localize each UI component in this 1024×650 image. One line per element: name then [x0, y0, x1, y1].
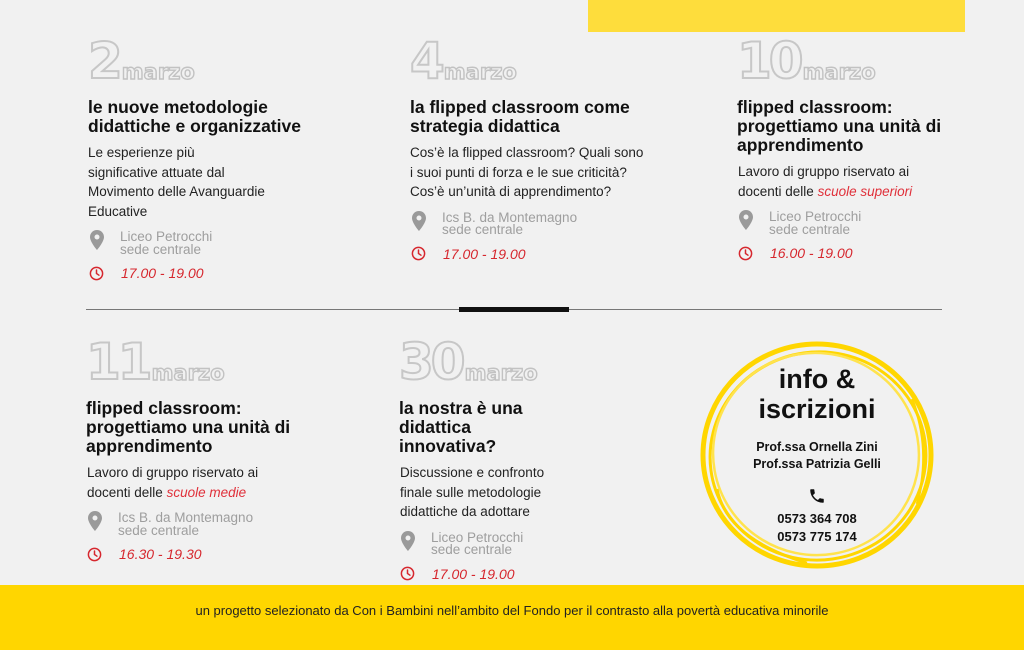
info-title: info & iscrizioni [758, 364, 876, 424]
highlight-text: scuole superiori [817, 183, 913, 199]
phone-number[interactable]: 0573 775 174 [777, 529, 857, 544]
event-time [410, 246, 680, 262]
event-description [87, 463, 287, 502]
event-location [399, 529, 639, 557]
phone-number[interactable]: 0573 364 708 [777, 511, 857, 526]
event-title: flipped classroom: progettiamo una unità di apprendimento [86, 398, 291, 456]
location-name: Liceo Petrocchi [431, 529, 524, 545]
event-month: marzo [464, 361, 538, 385]
clock-icon [87, 547, 102, 562]
event-description [410, 143, 645, 202]
location-name: Ics B. da Montemagno [442, 209, 578, 225]
phone-list [697, 510, 937, 546]
event-date [88, 32, 353, 90]
event-title: la flipped classroom come strategia didattica [410, 97, 630, 136]
location-pin-icon [401, 531, 415, 551]
event-month: marzo [121, 60, 195, 84]
event-location [88, 231, 353, 256]
time-text: 17.00 - 19.00 [443, 245, 526, 262]
location-detail: sede centrale [120, 241, 202, 257]
event-location [86, 512, 326, 537]
phone-icon [808, 487, 826, 505]
location-name: Liceo Petrocchi [769, 209, 862, 224]
event-day: 30 [399, 333, 463, 391]
event-description [88, 143, 266, 221]
time-text: 17.00 - 19.00 [121, 265, 204, 281]
contact-name: Prof.ssa Patrizia Gelli [753, 457, 881, 471]
event-title: la nostra è una didattica innovativa? [399, 398, 523, 456]
location-detail: sede centrale [442, 222, 524, 237]
event-description-text: Cos’è la flipped classroom? Quali sono i suoi punti di forza e le sue criticità? Cos’è un’unità di apprendimento? [410, 145, 644, 199]
location-pin-icon [412, 211, 426, 231]
contact-list [697, 439, 937, 473]
top-accent-bar [588, 0, 965, 32]
event-time [88, 265, 353, 281]
location-detail: sede centrale [118, 522, 200, 538]
event-day: 11 [86, 333, 150, 391]
clock-icon [400, 566, 415, 581]
location-pin-icon [739, 210, 753, 230]
event-description-text: Lavoro di gruppo riservato ai docenti delle [87, 465, 259, 500]
event-30-marzo [399, 333, 639, 582]
event-location [410, 209, 680, 237]
event-location [737, 211, 977, 236]
event-day: 2 [88, 32, 120, 90]
contact-name: Prof.ssa Ornella Zini [756, 440, 878, 454]
event-title: le nuove metodologie didattiche e organizzative [88, 97, 301, 136]
event-description-text: Discussione e confronto finale sulle metodologie didattiche da adottare [400, 465, 545, 519]
event-day: 4 [410, 32, 442, 90]
event-10-marzo [737, 32, 977, 261]
event-description [400, 463, 580, 522]
time-text: 16.00 - 19.00 [770, 245, 853, 261]
time-text: 16.30 - 19.30 [119, 546, 202, 562]
event-month: marzo [151, 361, 225, 385]
location-detail: sede centrale [431, 542, 513, 557]
clock-icon [411, 246, 426, 261]
event-description-text: Lavoro di gruppo riservato ai docenti delle [738, 164, 910, 199]
highlight-text: scuole medie [166, 484, 247, 500]
event-2-marzo [88, 32, 353, 281]
event-title: flipped classroom: progettiamo una unità di apprendimento [737, 97, 942, 155]
event-description [738, 162, 938, 201]
event-date [410, 32, 680, 90]
location-name: Liceo Petrocchi [120, 229, 213, 244]
event-11-marzo [86, 333, 326, 562]
footer-bar [0, 585, 1024, 650]
event-date [86, 333, 326, 391]
clock-icon [738, 246, 753, 261]
event-time [399, 566, 639, 582]
clock-icon [89, 266, 104, 281]
time-text: 17.00 - 19.00 [432, 565, 515, 582]
event-month: marzo [443, 60, 517, 84]
info-iscrizioni-badge [697, 339, 937, 571]
event-4-marzo [410, 32, 680, 262]
footer-text: un progetto selezionato da Con i Bambini nell’ambito del Fondo per il contrasto alla povertà educativa minorile [195, 603, 829, 618]
event-time [737, 245, 977, 261]
location-name: Ics B. da Montemagno [118, 510, 254, 525]
location-pin-icon [88, 511, 102, 531]
event-day: 10 [737, 32, 801, 90]
event-date [399, 333, 639, 391]
event-month: marzo [802, 60, 876, 84]
divider-accent [459, 307, 569, 312]
event-time [86, 546, 326, 562]
event-description-text: Le esperienze più significative attuate dal Movimento delle Avanguardie Educative [88, 145, 265, 219]
location-pin-icon [90, 230, 104, 250]
location-detail: sede centrale [769, 221, 851, 237]
event-date [737, 32, 977, 90]
